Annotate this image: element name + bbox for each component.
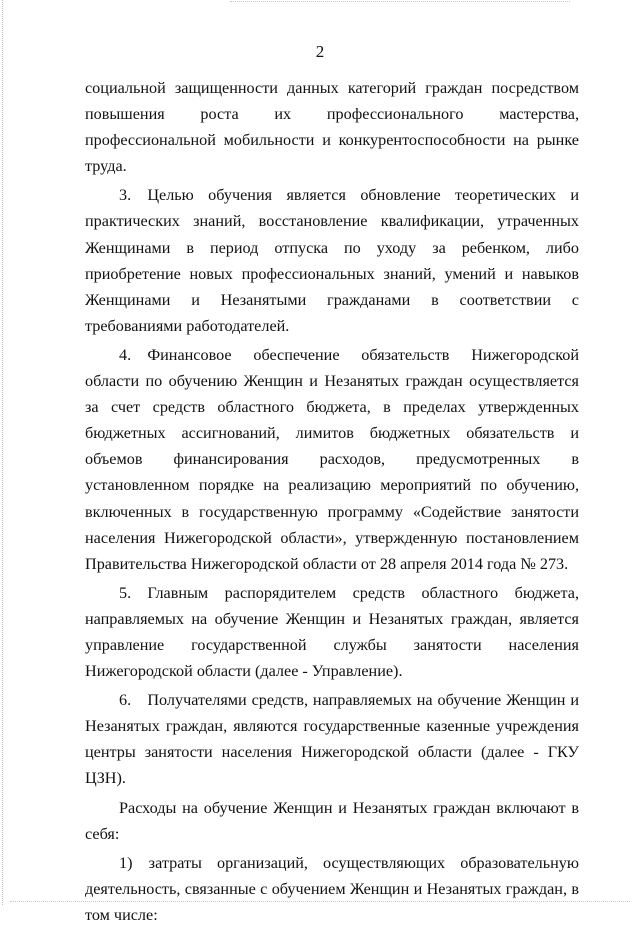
document-body	[85, 75, 579, 931]
paragraph-continuation: социальной защищенности данных категорий граждан посредством повышения роста их профессионального мастерства, профессиональной мобильности и конкурентоспособности на рынке труда.	[85, 79, 579, 176]
paragraph-item-5: 5. Главным распорядителем средств областного бюджета, направляемых на обучение Женщин и Незанятых граждан, является управление государственной службы занятости населения Нижегородской области (далее - Управление).	[85, 583, 579, 681]
scan-edge-top	[230, 1, 570, 3]
paragraph-subitem-1: 1) затраты организаций, осуществляющих образовательную деятельность, связанные с обучением Женщин и Незанятых граждан, в том числе:	[85, 853, 579, 924]
paragraph-expenses: Расходы на обучение Женщин и Незанятых граждан включают в себя:	[85, 798, 579, 843]
scan-edge-left	[2, 0, 4, 905]
paragraph-item-4: 4. Финансовое обеспечение обязательств Нижегородской области по обучению Женщин и Незанятых граждан осуществляется за счет средств областного бюджета, в пределах утвержденных бюджетных ассигнований, лимитов бюджетных обязательств и объемов финансирования расходов, предусмотренных в установленном порядке на реализацию мероприятий по обучению, включенных в государственную программу «Содействие занятости населения Нижегородской области», утвержденную постановлением Правительства Нижегородской области от 28 апреля 2014 года № 273.	[85, 345, 579, 573]
paragraph-item-6: 6. Получателями средств, направляемых на обучение Женщин и Незанятых граждан, являются государственные казенные учреждения центры занятости населения Нижегородской области (далее - ГКУ ЦЗН).	[85, 691, 579, 788]
page-number: 2	[315, 42, 325, 61]
paragraph-item-3: 3. Целью обучения является обновление теоретических и практических знаний, восстановление квалификации, утраченных Женщинами в период отпуска по уходу за ребенком, либо приобретение новых профессиональных знаний, умений и навыков Женщинами и Незанятыми гражданами в соответствии с требованиями работодателей.	[85, 186, 579, 335]
